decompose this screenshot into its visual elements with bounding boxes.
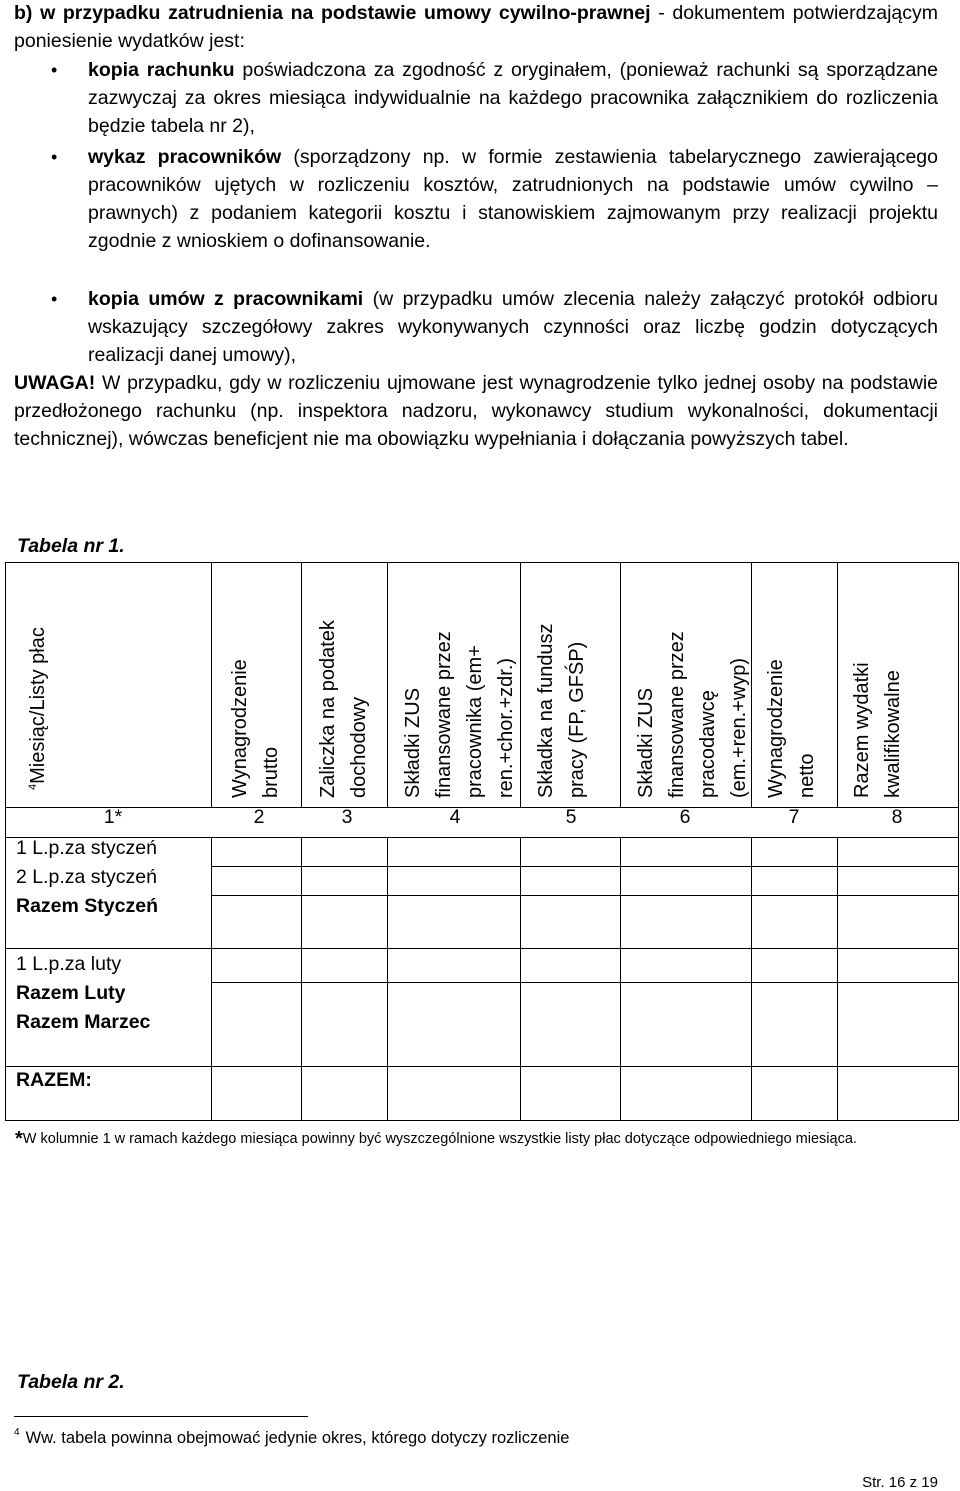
col-divider [301,837,302,1121]
col-divider [211,837,212,1121]
footnote: $^4$ Ww. tabela powinna obejmować jedynie okres, którego dotyczy rozliczenie [14,1427,570,1447]
col-divider [751,837,752,1121]
row-label: Razem Marzec [16,1011,151,1033]
col-divider [837,562,838,807]
col-number: 4 [449,806,461,828]
col-number: 3 [341,806,353,828]
row-divider [5,948,959,949]
col-number: 6 [679,806,691,828]
col-number: 2 [253,806,265,828]
row-label: 1 L.p.za luty [16,953,122,975]
row-label: Razem Luty [16,982,126,1004]
row-label: Razem Styczeń [16,895,158,917]
col-number: 8 [891,806,903,828]
footnote-separator [14,1416,308,1417]
table-border-right [958,562,959,1121]
table-border-bottom [5,1120,959,1121]
row-divider [5,1066,959,1067]
col-divider [301,562,302,807]
bullet-wykaz: • wykaz pracowników (sporządzony np. w formie zestawienia tabelarycznego zawierającego pracowników ujętych w rozliczeniu kosztów, zatrudnionych na podstawie umów cywilno – prawnych) z podaniem kategorii kosztu i stanowiskiem zajmowanym przy realizacji projektu zgodnie z wnioskiem o dofinansowanie. [88,143,938,255]
col-number: 7 [788,806,800,828]
header-skladki-pracodawca: Składki ZUS finansowane przez pracodawcę (em.+ren.+wyp) [635,631,750,798]
table1-footnote: *W kolumnie 1 w ramach każdego miesiąca powinny być wyszczególnione wszystkie listy płac dotyczące odpowiedniego miesiąca. [15,1128,857,1150]
header-miesiac: $^4$Miesiąc/Listy płac [27,627,49,790]
row-label: 1 L.p.za styczeń [16,837,157,859]
col-divider [387,562,388,807]
col-number: 1* [103,806,123,828]
header-divider [5,807,959,808]
table1 [5,562,959,1121]
uwaga-note: UWAGA! W przypadku, gdy w rozliczeniu ujmowane jest wynagrodzenie tylko jednej osoby na podstawie przedłożonego rachunku (np. inspektora nadzoru, wykonawcy studium wykonalności, dokumentacji technicznej), wówczas beneficjent nie ma obowiązku wypełniania i dołączania powyższych tabel. [14,372,938,450]
header-fundusz-pracy: Składka na fundusz pracy (FP, GFŚP) [535,623,588,798]
row-label: 2 L.p.za styczeń [16,866,157,888]
table-border-left [5,562,6,1121]
table1-caption: Tabela nr 1. [17,535,125,557]
col-divider [620,562,621,807]
table2-caption: Tabela nr 2. [17,1371,125,1393]
header-wynagrodzenie-brutto: Wynagrodzenie brutto [229,659,282,798]
row-divider [211,982,959,983]
bullet-rachunek: • kopia rachunku poświadczona za zgodność z oryginałem, (ponieważ rachunki są sporządzane zazwyczaj za okres miesiąca indywidualnie na każdego pracownika załącznikiem do rozliczenia będzie tabela nr 2), [88,56,938,140]
col-divider [520,837,521,1121]
header-skladki-pracownik: Składki ZUS finansowane przez pracownika (em+ ren.+chor.+zdr.) [402,631,517,798]
header-zaliczka: Zaliczka na podatek dochodowy [317,620,370,798]
col-divider [387,837,388,1121]
row-divider [211,866,959,867]
page-number: Str. 16 z 19 [862,1474,938,1491]
row-label: RAZEM: [16,1069,92,1091]
row-divider [211,895,959,896]
section-intro: b) w przypadku zatrudnienia na podstawie umowy cywilno-prawnej - dokumentem potwierdzającym poniesienie wydatków jest: [14,2,938,52]
header-wynagrodzenie-netto: Wynagrodzenie netto [765,659,818,798]
col-divider [211,562,212,807]
header-razem-wydatki: Razem wydatki kwalifikowalne [851,662,904,798]
col-divider [837,837,838,1121]
col-number: 5 [565,806,577,828]
col-divider [620,837,621,1121]
table-border-top [5,562,959,563]
bullet-umowy: • kopia umów z pracownikami (w przypadku umów zlecenia należy załączyć protokół odbioru wskazujący szczegółowy zakres wykonywanych czynności oraz liczbę godzin dotyczących realizacji danej umowy), [88,285,938,369]
